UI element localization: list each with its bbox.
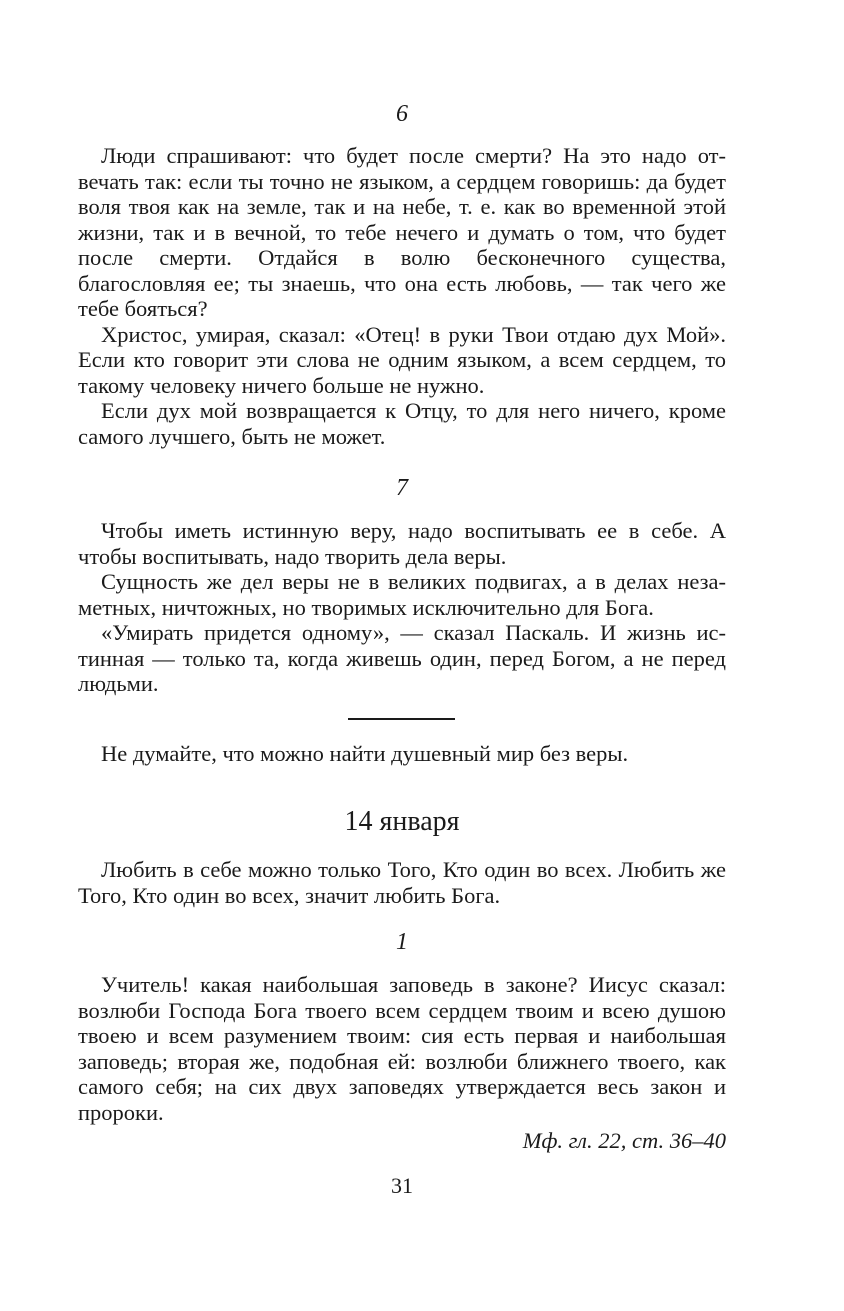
section-number-1: 1 bbox=[396, 929, 408, 955]
paragraph: Не думайте, что можно найти душевный мир без веры. bbox=[101, 741, 629, 766]
closing-thought bbox=[78, 741, 726, 767]
paragraph: Любить в себе можно только Того, Кто один во всех. Любить же Того, Кто один во всех, значит любить Бога. bbox=[78, 857, 726, 908]
section-divider bbox=[348, 718, 455, 720]
date-heading: 14 января bbox=[344, 806, 460, 837]
paragraph: Христос, умирая, сказал: «Отец! в руки Твои отдаю дух Мой». Если кто говорит эти слова не одним языком, а всем сердцем, то такому человеку ничего больше не нужно. bbox=[78, 321, 726, 398]
section-6-text bbox=[78, 143, 726, 449]
section-7-text bbox=[78, 518, 726, 697]
section-number-7: 7 bbox=[396, 475, 408, 501]
paragraph: Люди спрашивают: что будет после смерти? На это надо отвечать так: если ты точно не языком, а сердцем говоришь: да будет воля твоя как на земле, так и на небе, т. е. как во временной этой жизни, так и в вечной, то тебе нечего и думать о том, что будет после смерти. Отдайся в волю бесконечного существа, благословляя ее; ты знаешь, что она есть любовь, — так чего же тебе бояться? bbox=[78, 143, 726, 321]
paragraph: Учитель! какая наибольшая заповедь в законе? Иисус сказал: возлюби Господа Бога твоего всем сердцем твоим и всею душою твоею и всем разумением твоим: сия есть первая и наибольшая заповедь; вторая же, подобная ей: возлюби ближнего твоего, как самого себя; на сих двух заповедях утверждается весь закон и пророки. bbox=[78, 972, 726, 1125]
page-number: 31 bbox=[391, 1173, 413, 1198]
section-1-text bbox=[78, 972, 726, 1125]
day-intro bbox=[78, 857, 726, 908]
paragraph: Если дух мой возвращается к Отцу, то для него ничего, кроме самого лучшего, быть не может. bbox=[78, 398, 726, 449]
paragraph: «Умирать придется одному», — сказал Паскаль. И жизнь истинная — только та, когда живешь один, перед Богом, а не перед людьми. bbox=[78, 620, 726, 696]
paragraph: Сущность же дел веры не в великих подвигах, а в делах незаметных, ничтожных, но творимых исключительно для Бога. bbox=[78, 569, 726, 620]
section-number-6: 6 bbox=[396, 101, 408, 127]
scripture-citation: Мф. гл. 22, ст. 36–40 bbox=[522, 1128, 726, 1153]
paragraph: Чтобы иметь истинную веру, надо воспитывать ее в себе. А чтобы воспитывать, надо творить дела веры. bbox=[78, 518, 726, 569]
